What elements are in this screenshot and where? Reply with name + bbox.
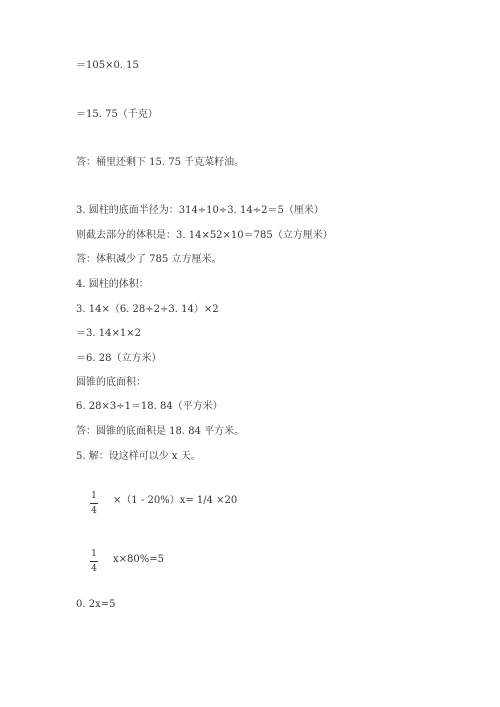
problem-4-line-3: ＝6. 28（立方米） xyxy=(76,353,162,364)
fraction-denominator: 4 xyxy=(91,506,97,516)
answer-line-2: 答：体积减少了 785 立方厘米。 xyxy=(76,254,222,265)
equation-2-expression: x×80%=5 xyxy=(113,554,164,565)
fraction-one-quarter xyxy=(89,491,99,516)
solution-line-2: ＝15. 75（千克） xyxy=(76,109,158,120)
problem-4-heading: 4. 圆柱的体积： xyxy=(76,279,149,290)
fraction-denominator: 4 xyxy=(91,564,97,574)
answer-line-3: 答：圆锥的底面积是 18. 84 平方米。 xyxy=(76,426,245,437)
fraction-bar xyxy=(90,561,98,562)
problem-3-line-1: 3. 圆柱的底面半径为：314÷10÷3. 14÷2＝5（厘米） xyxy=(76,205,324,216)
problem-4-line-1: 3. 14×（6. 28÷2÷3. 14）×2 xyxy=(76,304,219,315)
fraction-numerator: 1 xyxy=(91,491,97,501)
problem-4-line-2: ＝3. 14×1×2 xyxy=(76,328,141,339)
problem-4-line-5: 6. 28×3÷1＝18. 84（平方米） xyxy=(76,401,223,412)
problem-5-heading: 5. 解：设这样可以少 x 天。 xyxy=(76,451,201,462)
fraction-numerator: 1 xyxy=(91,549,97,559)
fraction-one-quarter xyxy=(89,549,99,574)
answer-line-1: 答：桶里还剩下 15. 75 千克菜籽油。 xyxy=(76,157,245,168)
fraction-bar xyxy=(90,503,98,504)
problem-3-line-2: 则截去部分的体积是：3. 14×52×10＝785（立方厘米） xyxy=(76,230,333,241)
problem-4-line-4: 圆锥的底面积： xyxy=(76,377,146,388)
equation-1-expression: ×（1 - 20%）x= 1/4 ×20 xyxy=(113,495,238,506)
problem-5-line-final: 0. 2x=5 xyxy=(76,599,116,610)
solution-line-1: ＝105×0. 15 xyxy=(76,60,139,71)
